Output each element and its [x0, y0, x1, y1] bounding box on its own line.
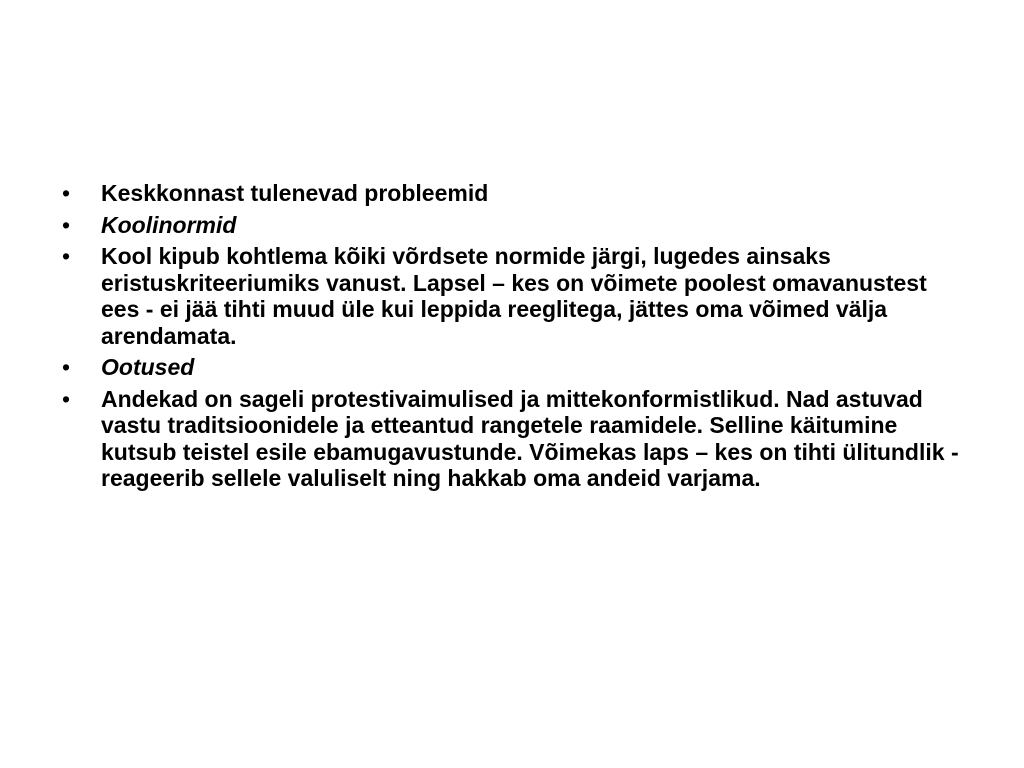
bullet-marker: • — [62, 211, 71, 238]
bullet-text: Kool kipub kohtlema kõiki võrdsete normide järgi, lugedes ainsaks eristuskriteeriumiks vanust. Lapsel – kes on võimete poolest omavanustest ees - ei jää tihti muud üle kui leppida reeglitega, jättes oma võimed välja arendamata. — [101, 243, 927, 349]
bullet-marker: • — [62, 243, 71, 269]
bullet-text: Koolinormid — [101, 211, 237, 238]
bullet-item-expectations-description — [62, 386, 962, 492]
bullet-marker: • — [62, 385, 71, 412]
bullet-item-school-norms-description — [62, 243, 962, 349]
bullet-list — [62, 180, 962, 497]
bullet-marker: • — [62, 354, 71, 380]
bullet-text: Keskkonnast tulenevad probleemid — [101, 180, 489, 206]
bullet-item-school-norms-heading — [62, 212, 962, 239]
bullet-text: Andekad on sageli protestivaimulised ja mittekonformistlikud. Nad astuvad vastu traditsioonidele ja etteantud rangetele raamidele. Selline käitumine kutsub teistel esile ebamugavustunde. Võimekas laps – kes on tihti ülitundlik - reageerib sellele valuliselt ning hakkab oma andeid varjama. — [101, 385, 959, 491]
bullet-item-environment-problems — [62, 180, 962, 207]
bullet-item-expectations-heading — [62, 354, 962, 381]
bullet-marker: • — [62, 180, 71, 206]
bullet-text: Ootused — [101, 354, 195, 380]
